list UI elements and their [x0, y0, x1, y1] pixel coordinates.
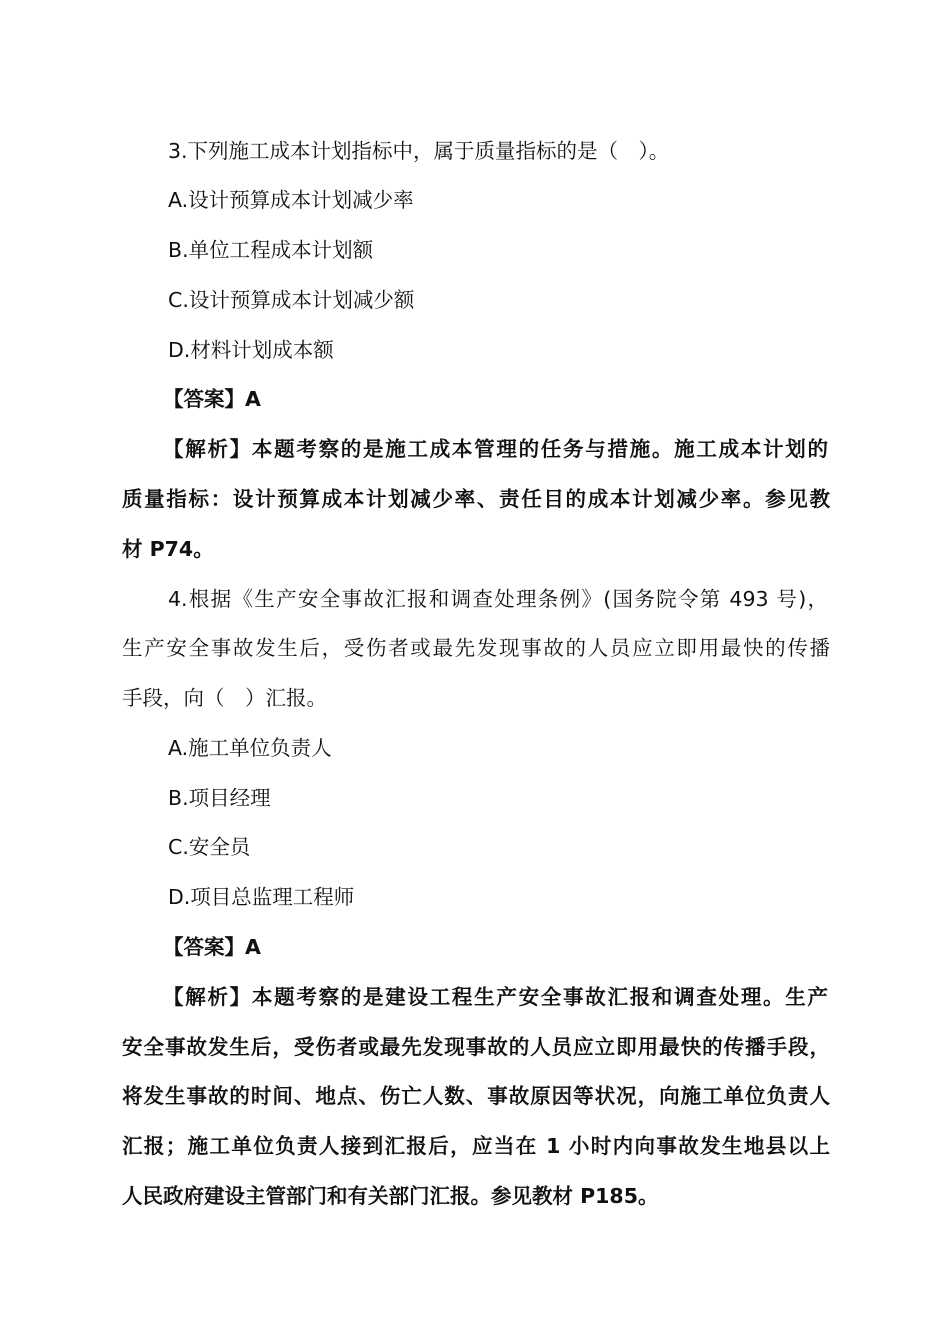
question-4-option-a: A.施工单位负责人 — [168, 736, 332, 760]
question-3-analysis-line-1: 【解析】本题考察的是施工成本管理的任务与措施。施工成本计划的 — [163, 437, 828, 461]
question-3-option-a: A.设计预算成本计划减少率 — [168, 188, 414, 212]
question-3-option-c: C.设计预算成本计划减少额 — [168, 288, 415, 312]
question-4-option-b: B.项目经理 — [168, 786, 271, 810]
question-3-analysis-line-3: 材 P74。 — [122, 537, 214, 561]
question-4-analysis-line-2: 安全事故发生后，受伤者或最先发现事故的人员应立即用最快的传播手段， — [122, 1035, 830, 1059]
question-4-analysis-line-4: 汇报；施工单位负责人接到汇报后，应当在 1 小时内向事故发生地县以上 — [122, 1134, 830, 1158]
question-4-analysis-line-5: 人民政府建设主管部门和有关部门汇报。参见教材 P185。 — [122, 1184, 659, 1208]
question-4-stem-line-3: 手段，向（ ）汇报。 — [122, 686, 327, 710]
question-4-stem-line-2: 生产安全事故发生后，受伤者或最先发现事故的人员应立即用最快的传播 — [122, 636, 830, 660]
question-3-option-d: D.材料计划成本额 — [168, 338, 334, 362]
question-3-answer: 【答案】A — [163, 387, 261, 411]
question-4-analysis-line-1: 【解析】本题考察的是建设工程生产安全事故汇报和调查处理。生产 — [163, 985, 828, 1009]
question-3-option-b: B.单位工程成本计划额 — [168, 238, 374, 262]
question-4-analysis-line-3: 将发生事故的时间、地点、伤亡人数、事故原因等状况，向施工单位负责人 — [122, 1084, 830, 1108]
question-3-analysis-line-2: 质量指标：设计预算成本计划减少率、责任目的成本计划减少率。参见教 — [122, 487, 830, 511]
question-4-stem-line-1: 4.根据《生产安全事故汇报和调查处理条例》(国务院令第 493 号)， — [168, 587, 828, 611]
question-4-option-c: C.安全员 — [168, 835, 251, 859]
question-4-answer: 【答案】A — [163, 935, 261, 959]
question-3-stem: 3.下列施工成本计划指标中，属于质量指标的是（ ）。 — [168, 139, 670, 163]
question-4-option-d: D.项目总监理工程师 — [168, 885, 355, 909]
